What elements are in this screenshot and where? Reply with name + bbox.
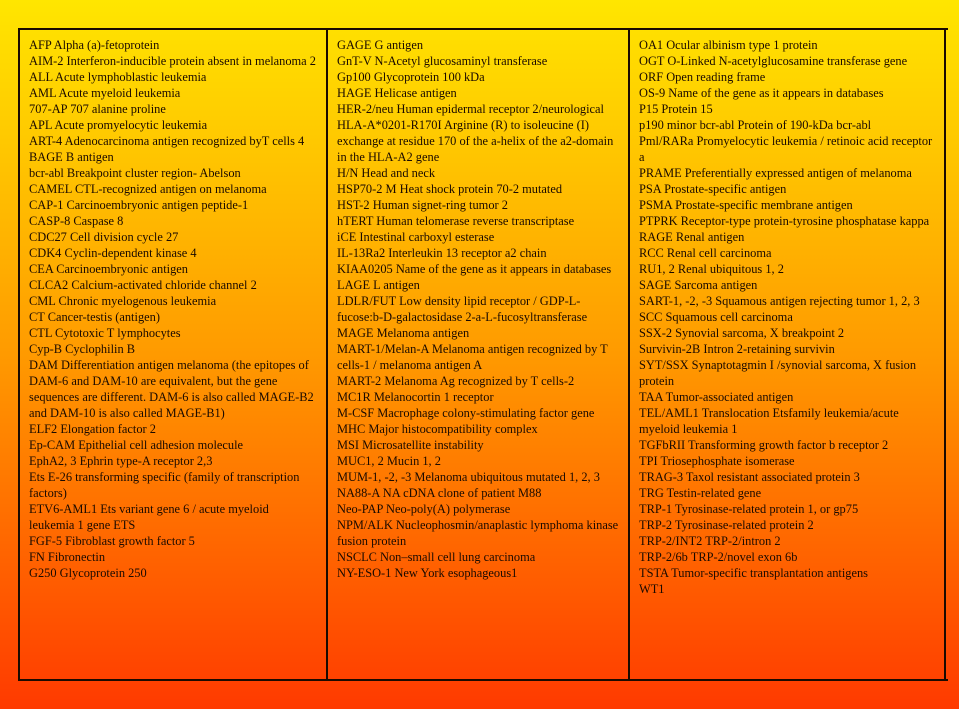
abbreviation-entry: CDK4 Cyclin-dependent kinase 4 <box>29 246 197 260</box>
abbreviation-entry: TSTA Tumor-specific transplantation antigens <box>639 566 868 580</box>
abbreviation-entry: MUM-1, -2, -3 Melanoma ubiquitous mutated 1, 2, 3 <box>337 470 600 484</box>
abbreviation-entry: ETV6-AML1 Ets variant gene 6 / acute myeloid leukemia 1 gene ETS <box>29 502 269 532</box>
abbreviation-entry: TGFbRII Transforming growth factor b receptor 2 <box>639 438 889 452</box>
abbreviation-entry: ORF Open reading frame <box>639 70 766 84</box>
abbreviation-entry: CT Cancer-testis (antigen) <box>29 310 160 324</box>
abbreviation-entry: H/N Head and neck <box>337 166 436 180</box>
abbreviation-entry: MSI Microsatellite instability <box>337 438 484 452</box>
abbreviation-entry: HER-2/neu Human epidermal receptor 2/neurological <box>337 102 604 116</box>
abbreviation-entry: NSCLC Non–small cell lung carcinoma <box>337 550 536 564</box>
abbreviation-entry: P15 Protein 15 <box>639 102 713 116</box>
abbreviation-entry: TRP-2/6b TRP-2/novel exon 6b <box>639 550 798 564</box>
abbreviation-entry: Ep-CAM Epithelial cell adhesion molecule <box>29 438 244 452</box>
abbreviation-entry: LAGE L antigen <box>337 278 420 292</box>
abbreviation-entry: MART-2 Melanoma Ag recognized by T cells-2 <box>337 374 575 388</box>
abbreviation-entry: PSMA Prostate-specific membrane antigen <box>639 198 853 212</box>
abbreviation-entry: bcr-abl Breakpoint cluster region- Abelson <box>29 166 241 180</box>
abbreviation-entry: HST-2 Human signet-ring tumor 2 <box>337 198 508 212</box>
abbreviation-entry: MC1R Melanocortin 1 receptor <box>337 390 494 404</box>
abbreviation-entry: MUC1, 2 Mucin 1, 2 <box>337 454 441 468</box>
abbreviation-entry: EphA2, 3 Ephrin type-A receptor 2,3 <box>29 454 213 468</box>
abbreviation-entry: Neo-PAP Neo-poly(A) polymerase <box>337 502 511 516</box>
abbreviation-entry: OGT O-Linked N-acetylglucosamine transferase gene <box>639 54 908 68</box>
abbreviation-entry: 707-AP 707 alanine proline <box>29 102 166 116</box>
abbreviation-entry: MAGE Melanoma antigen <box>337 326 470 340</box>
abbreviation-entry: CML Chronic myelogenous leukemia <box>29 294 217 308</box>
abbreviation-entry: NY-ESO-1 New York esophageous1 <box>337 566 518 580</box>
abbreviation-entry: MART-1/Melan-A Melanoma antigen recognized by T cells-1 / melanoma antigen A <box>337 342 608 372</box>
abbreviation-entry: ALL Acute lymphoblastic leukemia <box>29 70 207 84</box>
abbreviation-entry: TRP-2 Tyrosinase-related protein 2 <box>639 518 814 532</box>
abbreviation-entry: KIAA0205 Name of the gene as it appears in databases <box>337 262 612 276</box>
abbreviation-entry: APL Acute promyelocytic leukemia <box>29 118 208 132</box>
abbreviation-entry: iCE Intestinal carboxyl esterase <box>337 230 495 244</box>
abbreviation-entry: HSP70-2 M Heat shock protein 70-2 mutated <box>337 182 563 196</box>
abbreviation-entry: NPM/ALK Nucleophosmin/anaplastic lymphoma kinase fusion protein <box>337 518 619 548</box>
abbreviation-entry: ELF2 Elongation factor 2 <box>29 422 156 436</box>
abbreviation-list <box>639 37 944 597</box>
abbreviation-entry: G250 Glycoprotein 250 <box>29 566 147 580</box>
abbreviation-entry: TRP-1 Tyrosinase-related protein 1, or gp75 <box>639 502 859 516</box>
abbreviation-table <box>18 28 948 681</box>
abbreviation-entry: AIM-2 Interferon-inducible protein absent in melanoma 2 <box>29 54 316 68</box>
abbreviation-column-1 <box>20 30 328 679</box>
abbreviation-list <box>29 37 326 581</box>
abbreviation-entry: DAM Differentiation antigen melanoma (the epitopes of DAM-6 and DAM-10 are equivalent, but the gene sequences are different. DAM-6 is also called MAGE-B2 and DAM-10 is also called MAGE-B1) <box>29 358 314 420</box>
abbreviation-entry: LDLR/FUT Low density lipid receptor / GDP-L-fucose:b-D-galactosidase 2-a-L-fucosyltransferase <box>337 294 588 324</box>
abbreviation-entry: hTERT Human telomerase reverse transcriptase <box>337 214 575 228</box>
abbreviation-entry: SSX-2 Synovial sarcoma, X breakpoint 2 <box>639 326 845 340</box>
abbreviation-entry: FGF-5 Fibroblast growth factor 5 <box>29 534 195 548</box>
abbreviation-entry: SCC Squamous cell carcinoma <box>639 310 793 324</box>
abbreviation-entry: PTPRK Receptor-type protein-tyrosine phosphatase kappa <box>639 214 930 228</box>
abbreviation-entry: SAGE Sarcoma antigen <box>639 278 758 292</box>
abbreviation-entry: TRAG-3 Taxol resistant associated protein 3 <box>639 470 860 484</box>
abbreviation-entry: PSA Prostate-specific antigen <box>639 182 787 196</box>
abbreviation-entry: TRG Testin-related gene <box>639 486 762 500</box>
abbreviation-entry: TRP-2/INT2 TRP-2/intron 2 <box>639 534 781 548</box>
abbreviation-list <box>337 37 628 581</box>
abbreviation-entry: HAGE Helicase antigen <box>337 86 457 100</box>
abbreviation-entry: ART-4 Adenocarcinoma antigen recognized byT cells 4 <box>29 134 305 148</box>
abbreviation-entry: MHC Major histocompatibility complex <box>337 422 538 436</box>
abbreviation-entry: Gp100 Glycoprotein 100 kDa <box>337 70 485 84</box>
abbreviation-entry: OS-9 Name of the gene as it appears in databases <box>639 86 884 100</box>
abbreviation-entry: WT1 <box>639 582 665 596</box>
abbreviation-entry: TEL/AML1 Translocation Etsfamily leukemia/acute myeloid leukemia 1 <box>639 406 899 436</box>
abbreviation-entry: RU1, 2 Renal ubiquitous 1, 2 <box>639 262 784 276</box>
abbreviation-entry: CEA Carcinoembryonic antigen <box>29 262 188 276</box>
abbreviation-entry: FN Fibronectin <box>29 550 106 564</box>
abbreviation-entry: TPI Triosephosphate isomerase <box>639 454 795 468</box>
abbreviation-column-2 <box>328 30 630 679</box>
abbreviation-column-3 <box>630 30 946 679</box>
abbreviation-entry: NA88-A NA cDNA clone of patient M88 <box>337 486 542 500</box>
abbreviation-entry: PRAME Preferentially expressed antigen of melanoma <box>639 166 912 180</box>
abbreviation-entry: CLCA2 Calcium-activated chloride channel 2 <box>29 278 257 292</box>
abbreviation-entry: CDC27 Cell division cycle 27 <box>29 230 179 244</box>
abbreviation-entry: TAA Tumor-associated antigen <box>639 390 794 404</box>
abbreviation-entry: Survivin-2B Intron 2-retaining survivin <box>639 342 835 356</box>
abbreviation-entry: CTL Cytotoxic T lymphocytes <box>29 326 181 340</box>
abbreviation-entry: CAMEL CTL-recognized antigen on melanoma <box>29 182 267 196</box>
abbreviation-entry: GAGE G antigen <box>337 38 424 52</box>
abbreviation-entry: AML Acute myeloid leukemia <box>29 86 181 100</box>
abbreviation-entry: M-CSF Macrophage colony-stimulating factor gene <box>337 406 595 420</box>
abbreviation-entry: Cyp-B Cyclophilin B <box>29 342 136 356</box>
abbreviation-entry: p190 minor bcr-abl Protein of 190-kDa bcr-abl <box>639 118 872 132</box>
abbreviation-entry: CAP-1 Carcinoembryonic antigen peptide-1 <box>29 198 249 212</box>
abbreviation-entry: GnT-V N-Acetyl glucosaminyl transferase <box>337 54 548 68</box>
abbreviation-entry: HLA-A*0201-R170I Arginine (R) to isoleucine (I) exchange at residue 170 of the a-helix of the a2-domain in the HLA-A2 gene <box>337 118 614 164</box>
abbreviation-entry: AFP Alpha (a)-fetoprotein <box>29 38 160 52</box>
abbreviation-entry: CASP-8 Caspase 8 <box>29 214 124 228</box>
abbreviation-entry: BAGE B antigen <box>29 150 114 164</box>
abbreviation-entry: IL-13Ra2 Interleukin 13 receptor a2 chain <box>337 246 547 260</box>
abbreviation-entry: SYT/SSX Synaptotagmin I /synovial sarcoma, X fusion protein <box>639 358 917 388</box>
abbreviation-entry: RCC Renal cell carcinoma <box>639 246 772 260</box>
abbreviation-entry: Ets E-26 transforming specific (family of transcription factors) <box>29 470 300 500</box>
abbreviation-entry: Pml/RARa Promyelocytic leukemia / retinoic acid receptor a <box>639 134 933 164</box>
abbreviation-entry: SART-1, -2, -3 Squamous antigen rejecting tumor 1, 2, 3 <box>639 294 920 308</box>
abbreviation-entry: OA1 Ocular albinism type 1 protein <box>639 38 818 52</box>
abbreviation-entry: RAGE Renal antigen <box>639 230 745 244</box>
